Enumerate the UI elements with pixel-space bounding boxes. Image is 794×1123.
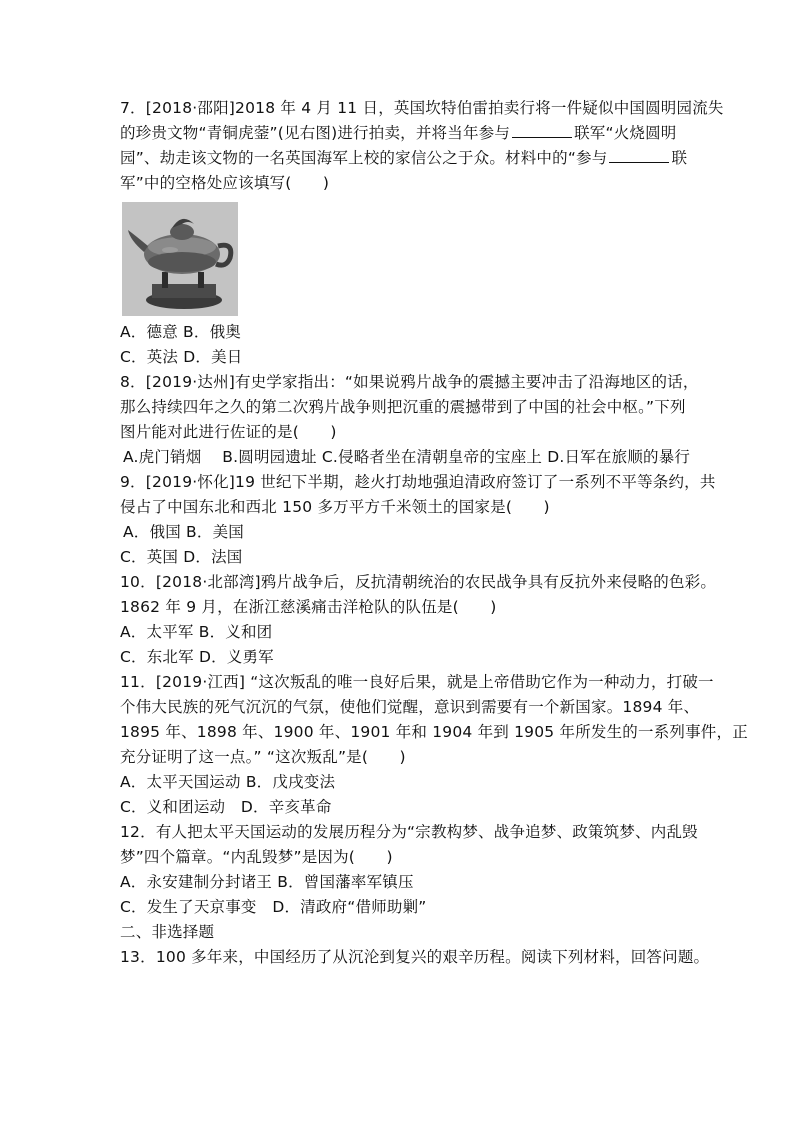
q7-blank-1 — [512, 123, 572, 138]
q8-line-1: 8．[2019·达州]有史学家指出：“如果说鸦片战争的震撼主要冲击了沿海地区的话， — [120, 373, 699, 391]
q12-line-1: 12．有人把太平天国运动的发展历程分为“宗教构梦、战争追梦、政策筑梦、内乱毁 — [120, 823, 698, 841]
q7-options-1: A．德意 B．俄奥 — [120, 323, 241, 341]
q7-line-3-text-b: 联 — [671, 149, 688, 167]
q10-options-1: A．太平军 B．义和团 — [120, 623, 273, 641]
q11-line-1: 11．[2019·江西] “这次叛乱的唯一良好后果，就是上帝借助它作为一种动力，打破一 — [120, 673, 714, 691]
bronze-vessel-photo — [122, 202, 238, 316]
q8-options: A.虎门销烟 B.圆明园遗址 C.侵略者坐在清朝皇帝的宝座上 D.日军在旅顺的暴行 — [123, 448, 691, 466]
q8-line-3: 图片能对此进行佐证的是( ) — [120, 423, 337, 441]
q9-line-1: 9．[2019·怀化]19 世纪下半期，趁火打劫地强迫清政府签订了一系列不平等条约，共 — [120, 473, 716, 491]
q7-line-1: 7．[2018·邵阳]2018 年 4 月 11 日，英国坎特伯雷拍卖行将一件疑似中国圆明园流失 — [120, 99, 724, 117]
q7-line-2-text-b: 联军“火烧圆明 — [574, 124, 677, 142]
q12-line-2: 梦”四个篇章。“内乱毁梦”是因为( ) — [120, 848, 393, 866]
q12-options-1: A．永安建制分封诸王 B．曾国藩率军镇压 — [120, 873, 414, 891]
q7-line-4: 军”中的空格处应该填写( ) — [120, 174, 330, 192]
q11-line-4: 充分证明了这一点。” “这次叛乱”是( ) — [120, 748, 406, 766]
q12-options-2: C．发生了天京事变 D．清政府“借师助剿” — [120, 898, 427, 916]
q7-line-3-text-a: 园”、劫走该文物的一名英国海军上校的家信公之于众。材料中的“参与 — [120, 149, 608, 167]
q9-line-2: 侵占了中国东北和西北 150 多万平方千米领土的国家是( ) — [120, 498, 550, 516]
q7-line-3 — [120, 146, 688, 171]
q11-options-2: C．义和团运动 D．辛亥革命 — [120, 798, 332, 816]
q8-line-2: 那么持续四年之久的第二次鸦片战争则把沉重的震撼带到了中国的社会中枢。”下列 — [120, 398, 686, 416]
q7-line-2-text-a: 的珍贵文物“青铜虎蓥”(见右图)进行拍卖，并将当年参与 — [120, 124, 511, 142]
q10-options-2: C．东北军 D．义勇军 — [120, 648, 274, 666]
q7-blank-2 — [609, 148, 669, 163]
q13-line-1: 13．100 多年来，中国经历了从沉沦到复兴的艰辛历程。阅读下列材料，回答问题。 — [120, 948, 710, 966]
q7-options-2: C．英法 D．美日 — [120, 348, 243, 366]
q11-options-1: A．太平天国运动 B．戊戌变法 — [120, 773, 336, 791]
q9-options-1: A．俄国 B．美国 — [123, 523, 244, 541]
q11-line-3: 1895 年、1898 年、1900 年、1901 年和 1904 年到 1905 年所发生的一系列事件，正 — [120, 723, 748, 741]
question-list — [120, 96, 748, 970]
q10-line-2: 1862 年 9 月，在浙江慈溪痛击洋枪队的队伍是( ) — [120, 598, 497, 616]
q7-line-2 — [120, 121, 680, 146]
bronze-vessel-image — [122, 202, 238, 316]
q10-line-1: 10．[2018·北部湾]鸦片战争后，反抗清朝统治的农民战争具有反抗外来侵略的色彩。 — [120, 573, 717, 591]
section-heading-nonchoice: 二、非选择题 — [120, 923, 215, 941]
q9-options-2: C．英国 D．法国 — [120, 548, 243, 566]
q11-line-2: 个伟大民族的死气沉沉的气氛，使他们觉醒，意识到需要有一个新国家。1894 年、 — [120, 698, 700, 716]
